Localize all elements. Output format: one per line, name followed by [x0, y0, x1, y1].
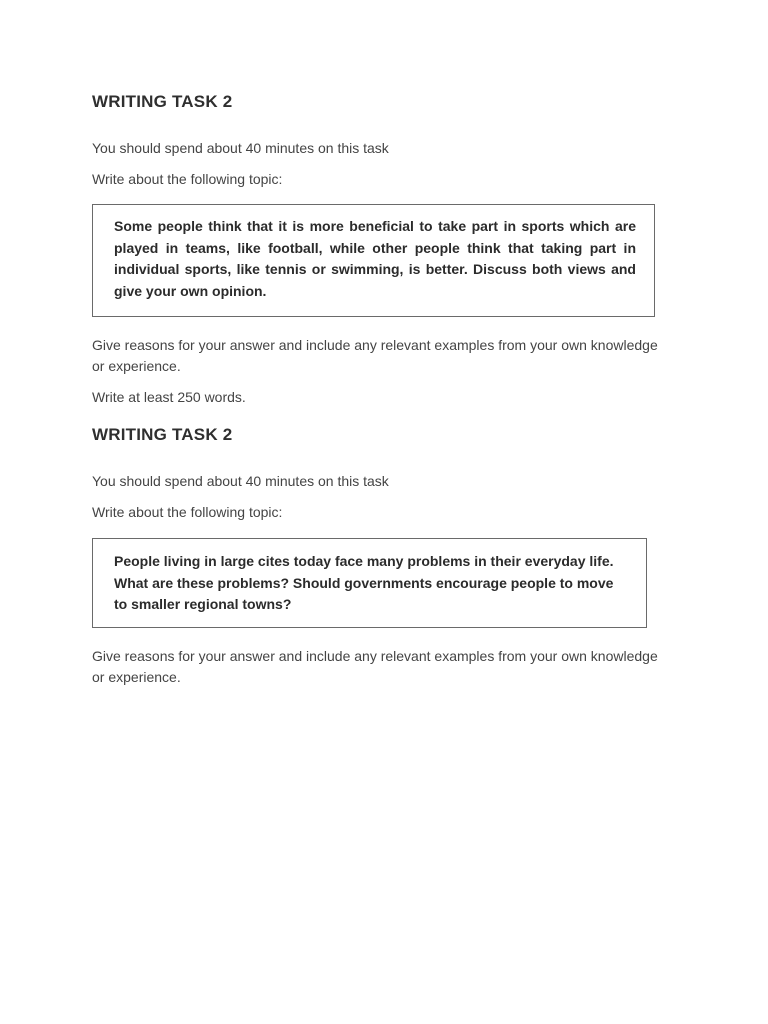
- task-heading: WRITING TASK 2: [92, 92, 233, 111]
- writing-task-1: [92, 92, 658, 408]
- reasons-instruction: Give reasons for your answer and include any relevant examples from your own knowledge or experience.: [92, 648, 658, 685]
- word-count-instruction: Write at least 250 words.: [92, 389, 246, 405]
- reasons-instruction: Give reasons for your answer and include any relevant examples from your own knowledge or experience.: [92, 337, 658, 374]
- topic-box: People living in large cites today face many problems in their everyday life. What are these problems? Should governments encourage people to move to smaller regional towns?: [92, 538, 647, 628]
- time-instruction: You should spend about 40 minutes on this task: [92, 140, 389, 156]
- writing-task-2: [92, 425, 658, 688]
- time-instruction: You should spend about 40 minutes on this task: [92, 473, 389, 489]
- topic-box: Some people think that it is more beneficial to take part in sports which are played in teams, like football, while other people think that taking part in individual sports, like tennis or swimming, is better. Discuss both views and give your own opinion.: [92, 204, 655, 317]
- topic-intro: Write about the following topic:: [92, 504, 283, 520]
- task-heading: WRITING TASK 2: [92, 425, 233, 444]
- topic-intro: Write about the following topic:: [92, 171, 283, 187]
